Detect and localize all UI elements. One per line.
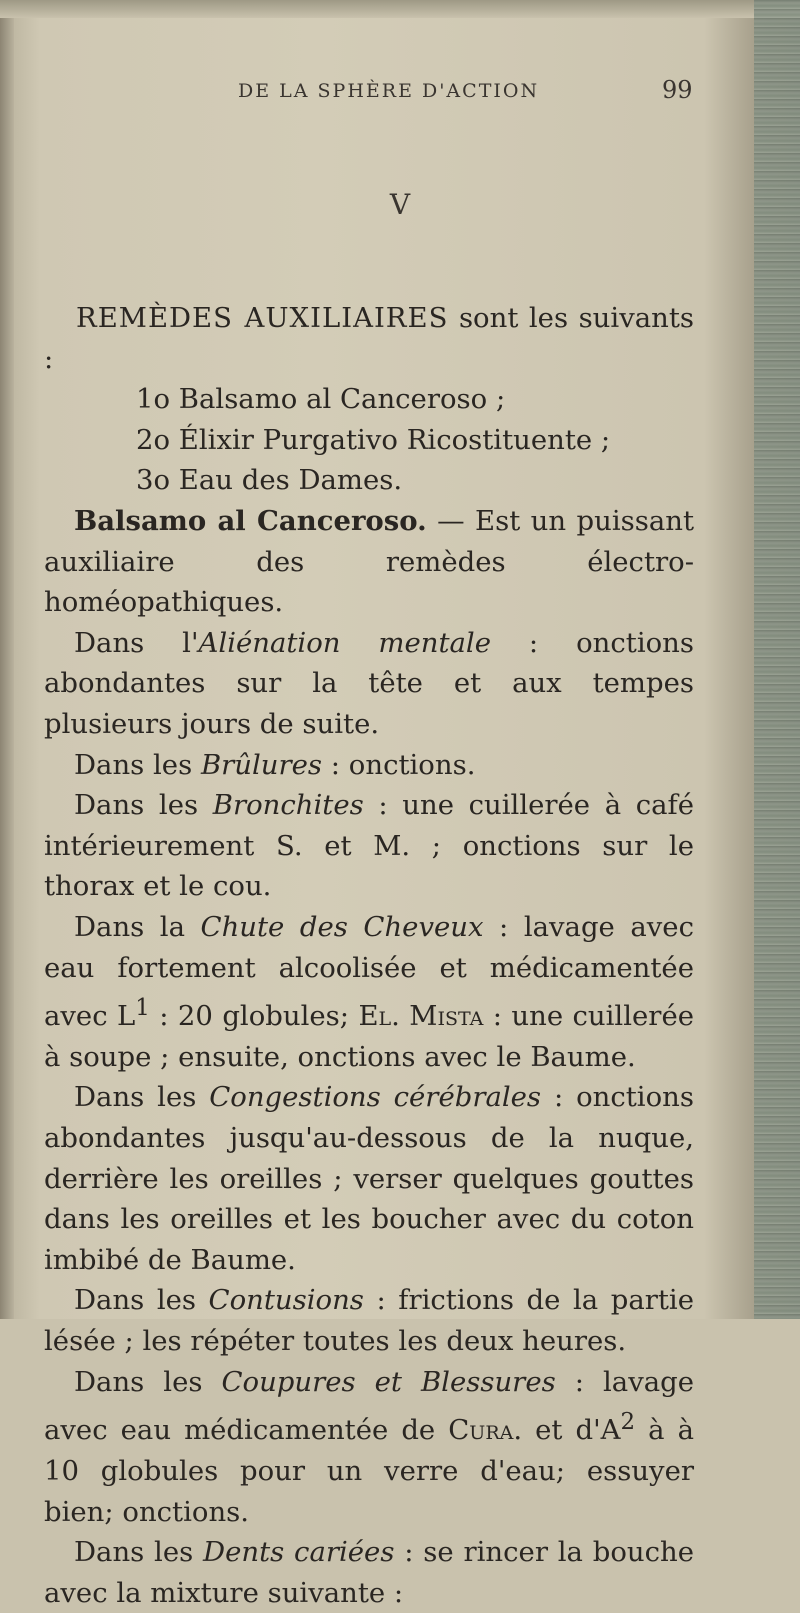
italic-term: Brûlures	[200, 748, 323, 781]
list-item: 1o Balsamo al Canceroso ;	[136, 383, 506, 416]
paragraph-balsamo	[44, 501, 694, 623]
paragraph-coupures	[44, 1362, 694, 1533]
paragraph-text: : se rincer la bouche avec la mixture suivante :	[44, 1536, 694, 1609]
bold-term: Balsamo al Canceroso.	[74, 504, 427, 537]
list-item: 2o Élixir Purgativo Ricostituente ;	[136, 423, 611, 456]
paragraph-text: Dans les	[74, 1081, 210, 1114]
small-caps-term: El. Mista	[358, 1000, 484, 1033]
list-item: 3o Eau des Dames.	[136, 464, 403, 497]
intro-rest: sont les suivants :	[44, 302, 694, 375]
running-head: DE LA SPHÈRE D'ACTION	[238, 80, 540, 102]
italic-term: Coupures et Blessures	[221, 1365, 556, 1398]
paragraph-text: Dans la	[74, 910, 201, 943]
section-number: V	[389, 188, 411, 221]
small-caps-term: Cura.	[448, 1414, 523, 1447]
intro-paragraph	[44, 298, 694, 379]
paragraph-text: Dans les	[74, 1365, 222, 1398]
paragraph-text: à à 10 globules pour un verre d'eau; essuyer bien; onctions.	[44, 1414, 694, 1528]
italic-term: Congestions cérébrales	[209, 1081, 542, 1114]
paragraph-congestions	[44, 1077, 694, 1280]
italic-term: Chute des Cheveux	[200, 910, 484, 943]
italic-term: Dents cariées	[203, 1536, 395, 1569]
paragraph-bronchites	[44, 785, 694, 907]
paragraph-text: — Est un puissant auxiliaire des remèdes électro-homéopathiques.	[44, 504, 694, 619]
paragraph-text: : onctions abondantes jusqu'au-dessous de la nuque, derrière les oreilles ; verser quelques gouttes dans les oreilles et les boucher avec du coton imbibé de Baume.	[44, 1081, 694, 1276]
paragraph-dents	[44, 1532, 694, 1613]
paragraph-text: : 20 globules;	[149, 1000, 359, 1033]
paragraph-text: Dans les	[74, 789, 213, 822]
paragraph-brulures	[44, 745, 694, 786]
page-number: 99	[662, 76, 693, 104]
paragraph-text: : lavage avec eau médicamentée de	[44, 1365, 694, 1447]
paragraph-text: : frictions de la partie lésée ; les répéter toutes les deux heures.	[44, 1284, 694, 1357]
paragraph-cheveux	[44, 907, 694, 1078]
paragraph-contusions	[44, 1280, 694, 1361]
paragraph-text: : une cuillerée à soupe ; ensuite, onctions avec le Baume.	[44, 1000, 694, 1073]
superscript: 1	[135, 995, 150, 1022]
paragraph-alienation	[44, 623, 694, 745]
italic-term: Aliénation mentale	[198, 626, 491, 659]
paragraph-text: Dans les	[74, 748, 201, 781]
superscript: 2	[620, 1409, 636, 1436]
paragraph-text: Dans les	[74, 1536, 204, 1569]
body-text	[44, 298, 694, 1613]
paragraph-text: Dans les	[74, 1284, 209, 1317]
page-top-shadow	[0, 0, 800, 18]
italic-term: Contusions	[208, 1284, 364, 1317]
paragraph-text: : onctions abondantes sur la tête et aux tempes plusieurs jours de suite.	[44, 626, 694, 740]
paragraph-text: : onctions.	[322, 748, 476, 781]
paragraph-text: : une cuillerée à café intérieurement S. et M. ; onctions sur le thorax et le cou.	[44, 789, 695, 903]
paragraph-text: et d'A	[522, 1414, 621, 1447]
intro-caps: REMÈDES AUXILIAIRES	[76, 302, 449, 334]
paragraph-text: Dans l'	[74, 626, 199, 659]
page-header	[0, 72, 800, 112]
italic-term: Bronchites	[212, 789, 364, 822]
paragraph-text: : lavage avec eau fortement alcoolisée et médicamentée avec L	[44, 910, 694, 1033]
